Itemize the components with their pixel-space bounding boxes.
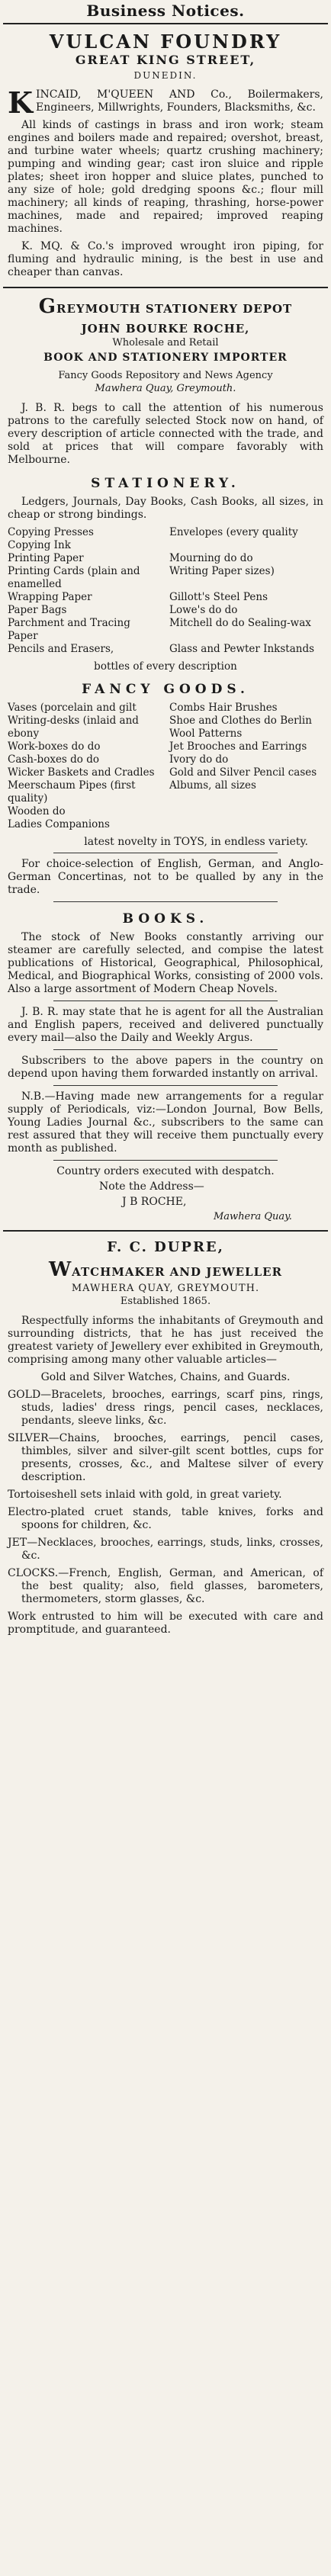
nb-text: N.B.—Having made new arrangements for a regular supply of Periodicals, viz:—London Journal, Bow Bells, Young Ladies Journal &c., subscribers to the same can rest assured that they will receive them punctually every month as published. [8, 1090, 323, 1155]
roche-fancy: Fancy Goods Repository and News Agency [58, 370, 273, 381]
dupre-closing: Work entrusted to him will be executed with care and promptitude, and guaranteed. [8, 1611, 323, 1636]
vulcan-body-1: All kinds of castings in brass and iron work; steam engines and boilers made and repaired; overshot, breast, and turbine water wheels; quartz crushing machinery; pumping and winding gear; cast iron sluice and ripple plates; sheet iron hopper and sluice plates, punched to any size of hole; gold dredging spoons &c.; flour mill machinery; all kinds of reaping, thrashing, horse-power machines, made and repaired; improved reaping machines. [8, 119, 323, 235]
list-item: Lowe's do do [169, 604, 238, 616]
divider [53, 1160, 278, 1161]
list-item [169, 805, 323, 818]
dupre-dropcap: W [48, 1258, 72, 1281]
list-item: Gillott's Steel Pens [169, 591, 268, 603]
subscribers-text: Subscribers to the above papers in the country on depend upon having them forwarded instantly on arrival. [8, 1055, 323, 1080]
vulcan-intro-text: INCAID, M'QUEEN AND Co., Boilermakers, Engineers, Millwrights, Founders, Blacksmiths, &c. [36, 88, 323, 114]
list-item: Albums, all sizes [169, 779, 256, 792]
list-item: GOLD—Bracelets, brooches, earrings, scarf pins, rings, studs, ladies' dress rings, pencil cases, necklaces, pendants, sleeve links, &c. [8, 1389, 323, 1427]
vulcan-intro [8, 85, 323, 120]
roche-ad [0, 288, 331, 1230]
vulcan-dropcap: K [8, 85, 34, 120]
roche-sub: Wholesale and Retail [112, 337, 219, 348]
divider [53, 1049, 278, 1050]
agent-text: J. B. R. may state that he is agent for all the Australian and English papers, received and delivered punctually every mail—also the Daily and Weekly Argus. [8, 1006, 323, 1044]
list-item: Printing Cards (plain and enamelled [8, 565, 140, 590]
list-item: Printing Paper [8, 552, 84, 564]
list-item: Paper Bags [8, 604, 67, 616]
dupre-established: Established 1865. [120, 1296, 211, 1307]
list-item: Copying Ink [8, 539, 71, 551]
books-heading: BOOKS. [122, 911, 209, 927]
list-item: Meerschaum Pipes (first quality) [8, 779, 136, 805]
list-item: Jet Brooches and Earrings [169, 740, 307, 753]
list-item [169, 539, 323, 552]
roche-location: Mawhera Quay, Greymouth. [95, 383, 236, 394]
dupre-p2: Gold and Silver Watches, Chains, and Guards. [40, 1371, 291, 1383]
dupre-p1: Respectfully informs the inhabitants of Greymouth and surrounding districts, that he has just received the greatest variety of Jewellery ever exhibited in Greymouth, comprising among many other valuable articles— [8, 1315, 323, 1366]
roche-signature-location: Mawhera Quay. [214, 1211, 292, 1222]
list-item: Gold and Silver Pencil cases [169, 766, 317, 779]
dupre-location: MAWHERA QUAY, GREYMOUTH. [71, 1283, 260, 1294]
dupre-trade-text: ATCHMAKER AND JEWELLER [72, 1265, 283, 1279]
books-text: The stock of New Books constantly arriving our steamer are carefully selected, and compise the latest publications of Historical, Geographical, Philosophical, Medical, and Biographical Works, consisting of 2000 vols. Also a large assortment of Modern Cheap Novels. [8, 931, 323, 995]
list-item: JET—Necklaces, brooches, earrings, studs, links, crosses, &c. [8, 1537, 323, 1562]
vulcan-body-2: K. MQ. & Co.'s improved wrought iron piping, for fluming and hydraulic mining, is the best in use and cheaper than canvas. [8, 240, 323, 278]
dupre-title: F. C. DUPRE, [107, 1239, 224, 1255]
roche-signature: J B ROCHE, [122, 1196, 187, 1208]
toys-line: latest novelty in TOYS, in endless variety. [84, 836, 308, 848]
fancy-goods-list [8, 702, 323, 831]
list-item: Mitchell do do Sealing-wax [169, 617, 311, 629]
list-item: Writing Paper sizes) [169, 565, 275, 577]
list-item: Wrapping Paper [8, 591, 92, 603]
roche-dropcap: G [38, 295, 57, 318]
vulcan-city: DUNEDIN. [133, 70, 198, 81]
concertinas: For choice-selection of English, German, and Anglo-German Concertinas, not to be qualled by any in the trade. [8, 858, 323, 896]
stationery-lead: Ledgers, Journals, Day Books, Cash Books, all sizes, in cheap or strong bindings. [8, 496, 323, 521]
list-item: Parchment and Tracing Paper [8, 617, 130, 642]
country-orders: Country orders executed with despatch. [56, 1165, 275, 1177]
note-address: Note the Address— [99, 1180, 204, 1193]
list-item: Tortoiseshell sets inlaid with gold, in great variety. [8, 1489, 282, 1501]
list-item: Ivory do do [169, 753, 229, 766]
roche-p1: J. B. R. begs to call the attention of his numerous patrons to the carefully selected Stock now on hand, of every description of article connected with the trade, and sold at prices that will compare favorably with Melbourne. [8, 402, 323, 466]
divider [53, 1085, 278, 1086]
list-item: Combs Hair Brushes [169, 702, 278, 714]
page-header: Business Notices. [86, 2, 245, 20]
list-item: Wooden do [8, 805, 66, 817]
list-item: Glass and Pewter Inkstands [169, 643, 315, 655]
stationery-list [8, 526, 323, 656]
list-item: Ladies Companions [8, 818, 110, 830]
dupre-ad [0, 1232, 331, 1644]
vulcan-title: VULCAN FOUNDRY [49, 31, 282, 53]
list-item: Work-boxes do do [8, 740, 101, 753]
list-item: Copying Presses [8, 526, 94, 538]
list-item: Mourning do do [169, 552, 253, 564]
list-item: Shoe and Clothes do Berlin Wool Patterns [169, 715, 312, 740]
list-item: Cash-boxes do do [8, 753, 99, 766]
list-item [169, 818, 323, 831]
stationery-heading: STATIONERY. [91, 476, 240, 491]
divider [53, 901, 278, 902]
fancy-goods-heading: FANCY GOODS. [82, 682, 249, 697]
dupre-trade [8, 1258, 323, 1281]
dupre-items [8, 1389, 323, 1606]
roche-title [8, 295, 323, 318]
roche-name: JOHN BOURKE ROCHE, [81, 322, 250, 336]
stationery-tail: bottles of every description [94, 660, 237, 673]
list-item: Writing-desks (inlaid and ebony [8, 715, 139, 740]
vulcan-foundry-ad [0, 24, 331, 287]
roche-title-text: REYMOUTH STATIONERY DEPOT [56, 302, 293, 316]
roche-trade: BOOK AND STATIONERY IMPORTER [43, 352, 288, 364]
list-item: CLOCKS.—French, English, German, and American, of the best quality; also, field glasses, barometers, thermometers, storm glasses, &c. [8, 1567, 323, 1605]
list-item: Electro-plated cruet stands, table knives, forks and spoons for children, &c. [8, 1506, 323, 1531]
list-item: Pencils and Erasers, [8, 643, 114, 655]
list-item: Envelopes (every quality [169, 526, 298, 538]
vulcan-street: GREAT KING STREET, [75, 53, 256, 67]
list-item: SILVER—Chains, brooches, earrings, pencil cases, thimbles, silver and silver-gilt scent bottles, cups for presents, crosses, &c., and Maltese silver of every description. [8, 1432, 323, 1483]
list-item: Wicker Baskets and Cradles [8, 766, 155, 779]
list-item: Vases (porcelain and gilt [8, 702, 137, 714]
